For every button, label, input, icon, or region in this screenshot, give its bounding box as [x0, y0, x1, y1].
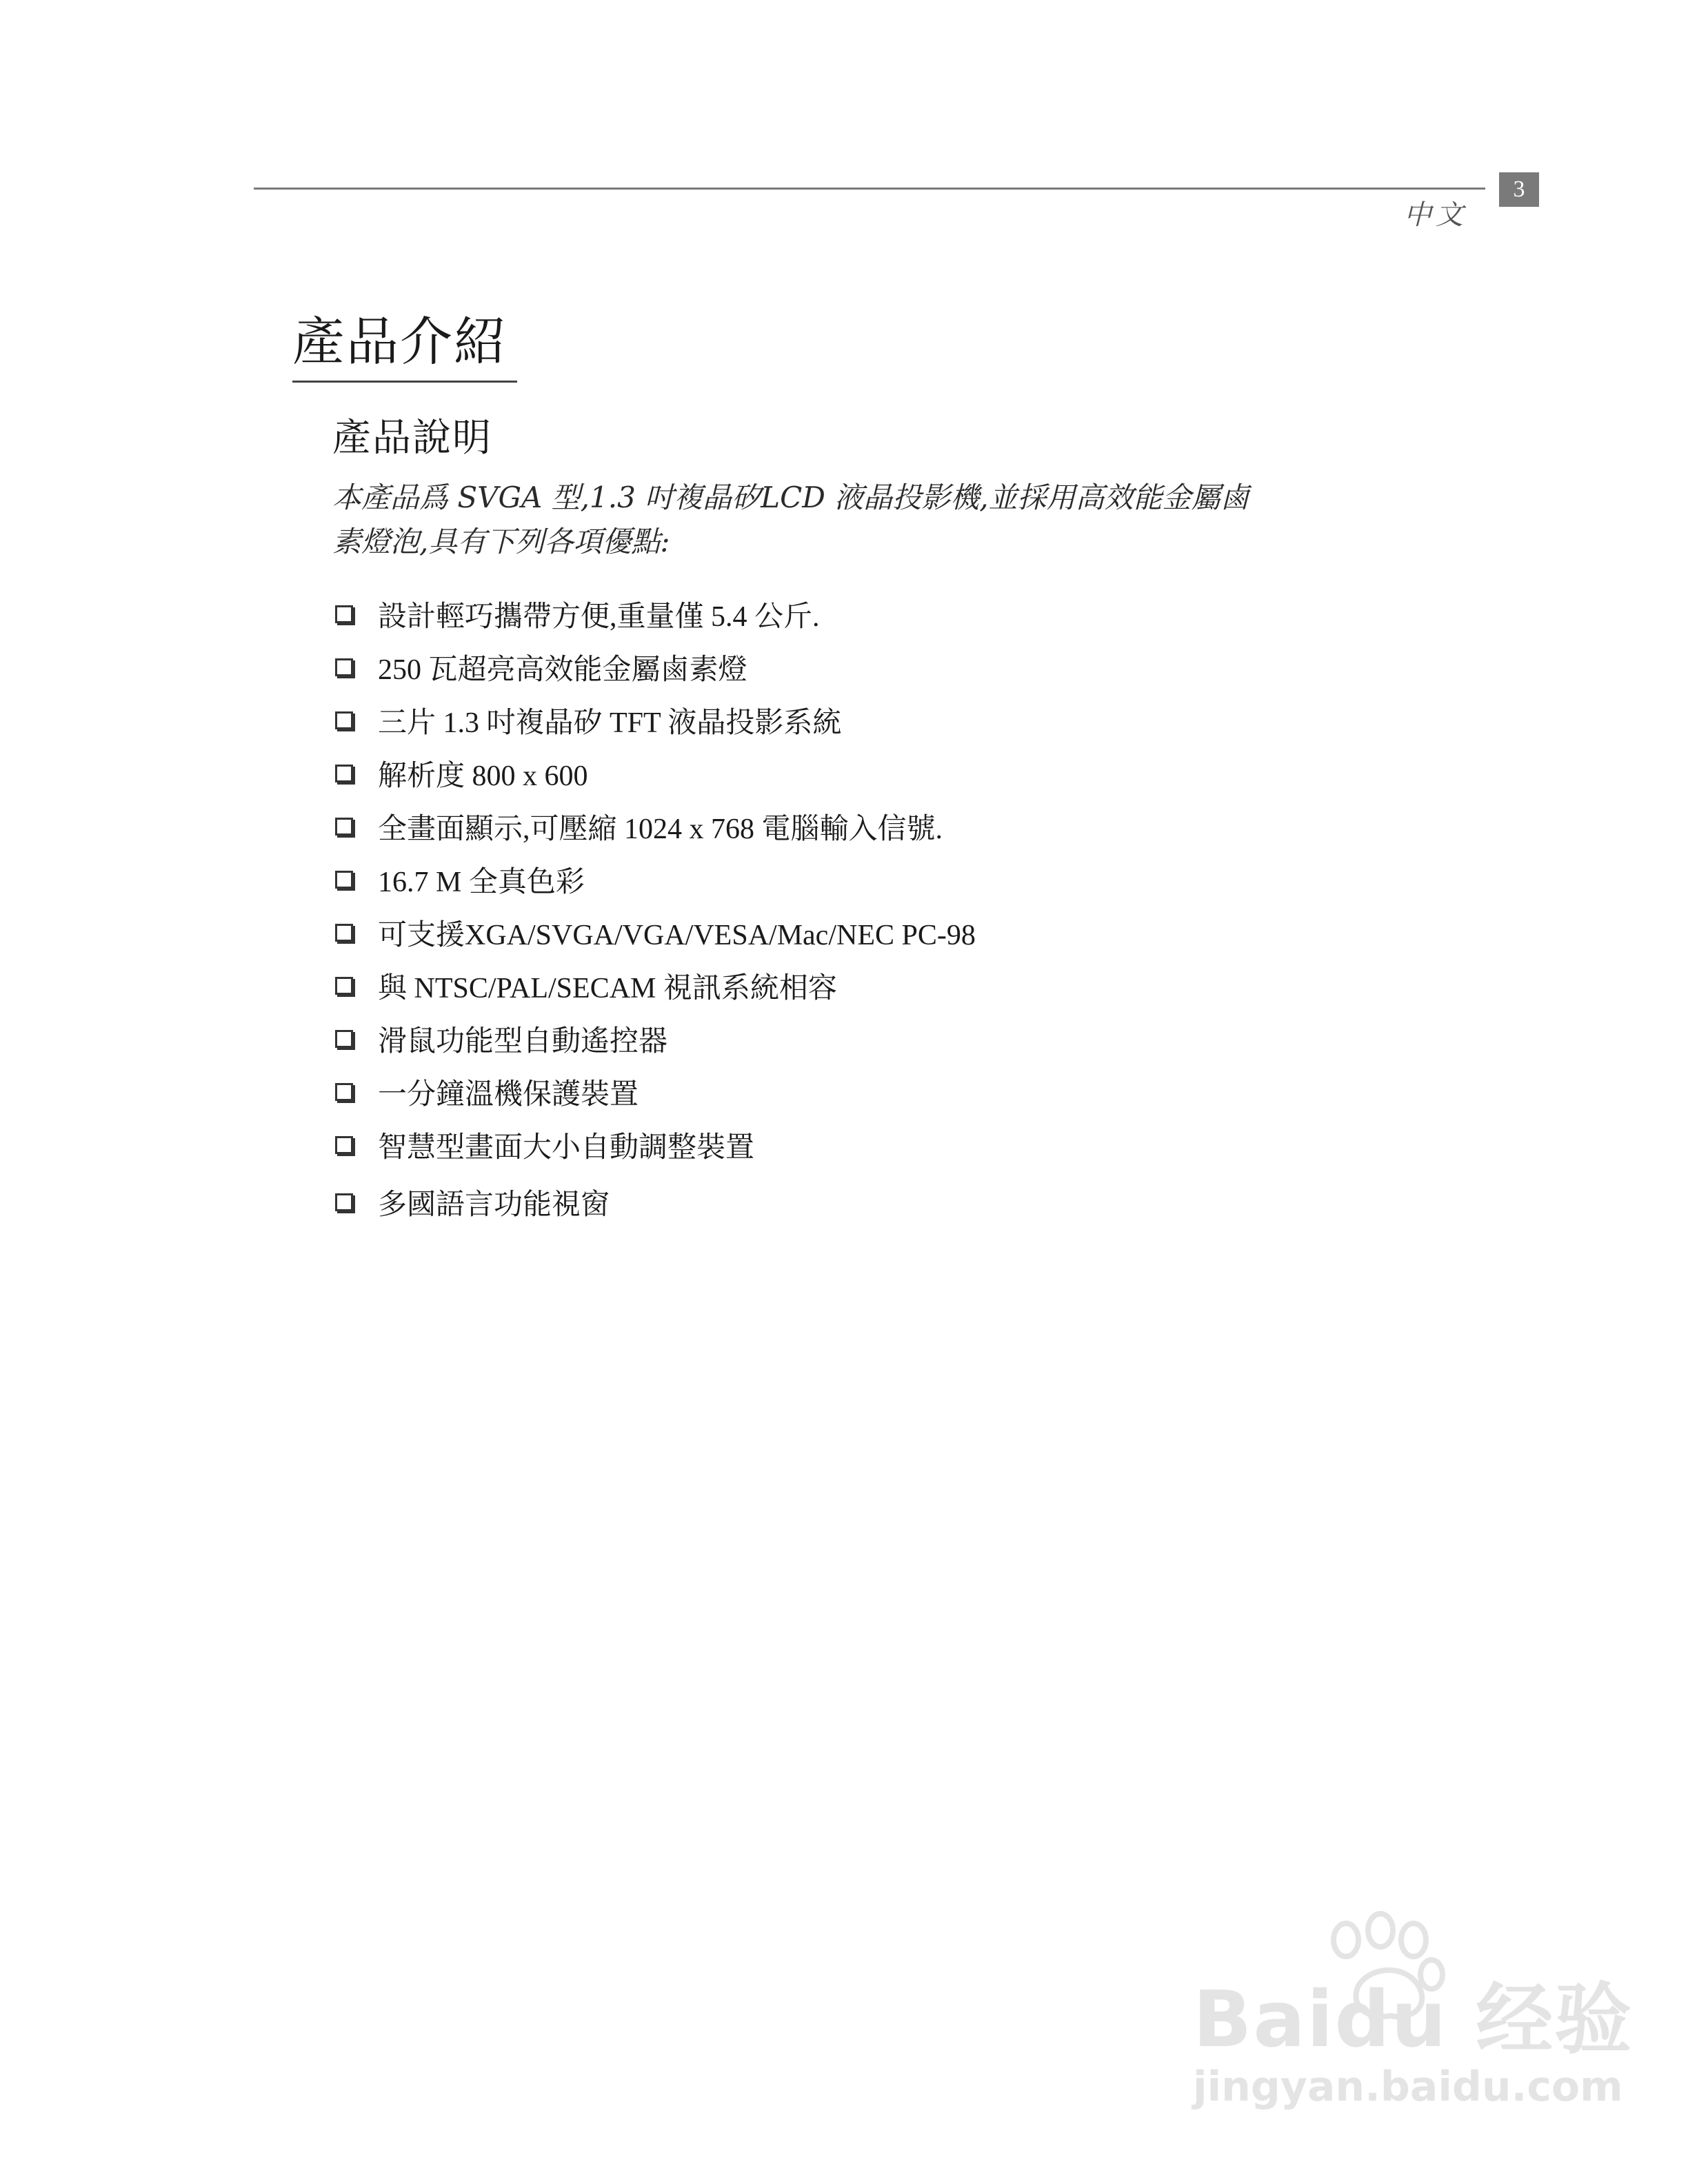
feature-item	[335, 1012, 976, 1065]
feature-text: 16.7 M 全真色彩	[378, 866, 585, 898]
feature-text: 可支援XGA/SVGA/VGA/VESA/Mac/NEC PC-98	[378, 919, 976, 951]
intro-line: 素燈泡,具有下列各項優點:	[332, 525, 670, 558]
feature-text: 滑鼠功能型自動遙控器	[378, 1025, 668, 1058]
feature-item	[335, 906, 976, 959]
feature-text: 一分鐘溫機保護裝置	[378, 1078, 639, 1111]
checkbox-icon	[335, 1083, 353, 1101]
checkbox-icon	[335, 1193, 353, 1211]
feature-item	[335, 640, 976, 694]
checkbox-icon	[335, 765, 353, 782]
feature-text: 全畫面顯示,可壓縮 1024 x 768 電腦輸入信號.	[378, 813, 943, 845]
feature-item	[335, 853, 976, 906]
intro-line: 本產品爲 SVGA 型,1.3 吋複晶矽LCD 液晶投影機,並採用高效能金屬鹵	[332, 481, 1249, 514]
checkbox-icon	[335, 977, 353, 995]
intro-paragraph	[332, 476, 1367, 564]
feature-item	[335, 959, 976, 1012]
watermark-site: jingyan.baidu.com	[1193, 2063, 1623, 2111]
page-number: 3	[1499, 172, 1539, 207]
feature-item	[335, 587, 976, 640]
header-rule	[254, 188, 1485, 190]
feature-text: 三片 1.3 吋複晶矽 TFT 液晶投影系統	[378, 707, 842, 739]
feature-item	[335, 1065, 976, 1118]
feature-text: 與 NTSC/PAL/SECAM 視訊系統相容	[378, 972, 837, 1004]
feature-text: 250 瓦超亮高效能金屬鹵素燈	[378, 654, 747, 686]
checkbox-icon	[335, 658, 353, 676]
baidu-watermark	[1186, 1910, 1634, 2158]
feature-text: 設計輕巧攜帶方便,重量僅 5.4 公斤.	[378, 600, 820, 633]
checkbox-icon	[335, 1030, 353, 1048]
feature-item	[335, 1175, 976, 1228]
checkbox-icon	[335, 1136, 353, 1154]
feature-text: 智慧型畫面大小自動調整裝置	[378, 1131, 755, 1164]
feature-item	[335, 1118, 976, 1171]
section-heading: 產品說明	[332, 416, 492, 461]
feature-text: 多國語言功能視窗	[378, 1189, 610, 1221]
feature-list	[335, 587, 976, 1228]
checkbox-icon	[335, 871, 353, 889]
checkbox-icon	[335, 711, 353, 729]
page-title: 產品介紹	[292, 307, 517, 383]
feature-item	[335, 747, 976, 800]
watermark-brand: Baidu 经验	[1193, 1975, 1634, 2065]
feature-text: 解析度 800 x 600	[378, 760, 588, 792]
checkbox-icon	[335, 924, 353, 942]
checkbox-icon	[335, 605, 353, 623]
header-language-label: 中文	[1404, 199, 1467, 231]
checkbox-icon	[335, 818, 353, 836]
feature-item	[335, 800, 976, 853]
feature-item	[335, 694, 976, 747]
